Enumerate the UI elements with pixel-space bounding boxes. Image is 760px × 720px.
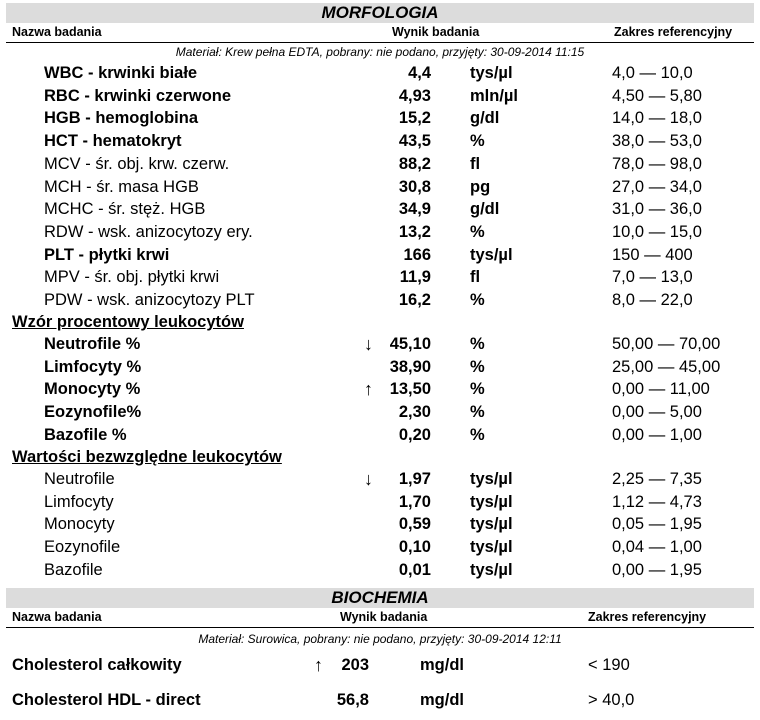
- reference-range: 7,0 — 13,0: [612, 268, 693, 287]
- reference-range: 4,0 — 10,0: [612, 64, 693, 82]
- test-value: 56,8: [336, 691, 369, 709]
- result-row: [0, 536, 760, 558]
- test-name: Neutrofile %: [44, 335, 141, 353]
- test-name: Monocyty %: [44, 380, 141, 399]
- test-value: 38,90: [389, 357, 431, 376]
- test-unit: fl: [470, 268, 481, 287]
- reference-range: 8,0 — 22,0: [612, 291, 693, 309]
- result-row: [0, 62, 760, 84]
- test-unit: mln/µl: [470, 86, 519, 105]
- test-name: PDW - wsk. anizocytozy PLT: [44, 291, 255, 309]
- reference-range: 2,25 — 7,35: [612, 470, 702, 488]
- test-value: 45,10: [389, 335, 431, 353]
- reference-range: 14,0 — 18,0: [612, 109, 702, 128]
- reference-range: 31,0 — 36,0: [612, 200, 702, 219]
- result-row: [0, 401, 760, 423]
- test-value: 1,70: [398, 492, 431, 511]
- result-row: [0, 153, 760, 175]
- flag-arrow-icon: ↓: [364, 469, 373, 489]
- reference-range: 38,0 — 53,0: [612, 132, 702, 151]
- reference-range: 0,00 — 1,95: [612, 560, 702, 579]
- flag-arrow-icon: ↑: [314, 655, 323, 675]
- test-unit: pg: [470, 177, 491, 196]
- test-name: Limfocyty %: [44, 357, 142, 376]
- test-name: MPV - śr. obj. płytki krwi: [44, 268, 220, 287]
- test-unit: tys/µl: [470, 64, 513, 82]
- test-value: 11,9: [399, 268, 431, 287]
- result-row: [0, 378, 760, 400]
- morfologia-column-header: [6, 23, 754, 43]
- test-value: 13,2: [398, 222, 431, 241]
- result-row: [0, 221, 760, 243]
- biochemia-title: BIOCHEMIA: [6, 588, 754, 608]
- result-row: [0, 107, 760, 129]
- test-unit: %: [470, 335, 485, 353]
- test-value: 0,01: [398, 560, 431, 579]
- result-row: [0, 289, 760, 311]
- result-row: [0, 468, 760, 490]
- reference-range: < 190: [588, 656, 630, 674]
- result-row: [0, 356, 760, 378]
- test-value: 0,59: [398, 515, 431, 534]
- test-unit: fl: [470, 154, 481, 173]
- result-row: [0, 176, 760, 198]
- test-name: RDW - wsk. anizocytozy ery.: [44, 222, 253, 241]
- test-value: 43,5: [398, 132, 431, 151]
- test-unit: tys/µl: [470, 515, 513, 534]
- reference-range: 150 — 400: [612, 245, 693, 264]
- test-name: Monocyty: [44, 515, 115, 534]
- reference-range: 0,00 — 5,00: [612, 403, 702, 422]
- test-value: 88,2: [398, 154, 431, 173]
- test-name: WBC - krwinki białe: [44, 64, 198, 82]
- test-unit: tys/µl: [470, 560, 513, 579]
- morfologia-title: MORFOLOGIA: [6, 3, 754, 23]
- test-unit: tys/µl: [470, 492, 513, 511]
- abs-leukocytes-header: Wartości bezwzględne leukocytów: [12, 448, 282, 466]
- result-row: [0, 688, 760, 712]
- test-name: HGB - hemoglobina: [44, 109, 198, 128]
- test-name: RBC - krwinki czerwone: [44, 86, 232, 105]
- result-row: [0, 491, 760, 513]
- test-name: MCV - śr. obj. krw. czerw.: [44, 154, 230, 173]
- biochemia-material: Materiał: Surowica, pobrany: nie podano, przyjęty: 30-09-2014 12:11: [198, 632, 562, 646]
- test-value: 13,50: [389, 380, 431, 399]
- result-row: [0, 266, 760, 288]
- test-value: 16,2: [398, 291, 431, 309]
- test-value: 30,8: [398, 177, 431, 196]
- test-unit: %: [470, 291, 485, 309]
- test-value: 0,20: [398, 425, 431, 444]
- result-row: [0, 198, 760, 220]
- pct-leukocytes-header: Wzór procentowy leukocytów: [12, 313, 244, 331]
- test-name: Eozynofile: [44, 538, 121, 557]
- test-name: Eozynofile%: [44, 403, 142, 422]
- test-unit: tys/µl: [470, 538, 513, 557]
- reference-range: > 40,0: [588, 691, 635, 709]
- test-unit: %: [470, 380, 485, 399]
- test-value: 2,30: [398, 403, 431, 422]
- test-name: Limfocyty: [44, 492, 114, 511]
- reference-range: 78,0 — 98,0: [612, 154, 702, 173]
- reference-range: 1,12 — 4,73: [612, 492, 702, 511]
- result-row: [0, 559, 760, 581]
- col-name-header: Nazwa badania: [12, 610, 102, 624]
- result-row: [0, 244, 760, 266]
- result-row: [0, 85, 760, 107]
- reference-range: 25,00 — 45,00: [612, 357, 721, 376]
- col-result-header: Wynik badania: [340, 610, 428, 624]
- test-value: 4,93: [398, 86, 431, 105]
- test-name: Neutrofile: [44, 470, 115, 488]
- test-unit: %: [470, 403, 485, 422]
- reference-range: 10,0 — 15,0: [612, 222, 702, 241]
- test-unit: tys/µl: [470, 245, 513, 264]
- test-name: MCH - śr. masa HGB: [44, 177, 199, 196]
- test-value: 15,2: [398, 109, 431, 128]
- result-row: [0, 424, 760, 446]
- test-unit: %: [470, 425, 485, 444]
- test-value: 34,9: [398, 200, 431, 219]
- test-value: 0,10: [398, 538, 431, 557]
- col-name-header: Nazwa badania: [12, 25, 102, 39]
- test-name: Bazofile: [44, 560, 103, 579]
- test-unit: %: [470, 132, 485, 151]
- test-value: 1,97: [398, 470, 431, 488]
- test-value: 203: [341, 656, 369, 674]
- reference-range: 0,00 — 1,00: [612, 425, 702, 444]
- reference-range: 0,04 — 1,00: [612, 538, 702, 557]
- test-unit: %: [470, 222, 485, 241]
- reference-range: 50,00 — 70,00: [612, 335, 721, 353]
- test-name: Bazofile %: [44, 425, 127, 444]
- test-name: PLT - płytki krwi: [44, 245, 170, 264]
- test-unit: mg/dl: [420, 656, 464, 674]
- result-row: [0, 653, 760, 677]
- reference-range: 0,05 — 1,95: [612, 515, 702, 534]
- test-name: MCHC - śr. stęż. HGB: [44, 200, 206, 219]
- flag-arrow-icon: ↑: [364, 379, 373, 400]
- col-result-header: Wynik badania: [392, 25, 480, 39]
- test-name: Cholesterol HDL - direct: [12, 691, 201, 709]
- result-row: [0, 513, 760, 535]
- result-row: [0, 130, 760, 152]
- col-ref-header: Zakres referencyjny: [588, 610, 707, 624]
- reference-range: 0,00 — 11,00: [612, 380, 710, 399]
- test-value: 4,4: [408, 64, 431, 82]
- test-name: HCT - hematokryt: [44, 132, 182, 151]
- test-unit: tys/µl: [470, 470, 513, 488]
- reference-range: 27,0 — 34,0: [612, 177, 702, 196]
- biochemia-column-header: [6, 608, 754, 628]
- test-unit: mg/dl: [420, 691, 464, 709]
- test-unit: g/dl: [470, 109, 500, 128]
- test-name: Cholesterol całkowity: [12, 656, 182, 674]
- test-unit: g/dl: [470, 200, 500, 219]
- flag-arrow-icon: ↓: [364, 334, 373, 354]
- reference-range: 4,50 — 5,80: [612, 86, 702, 105]
- test-unit: %: [470, 357, 485, 376]
- result-row: [0, 333, 760, 355]
- col-ref-header: Zakres referencyjny: [614, 25, 733, 39]
- test-value: 166: [403, 245, 431, 264]
- morfologia-material: Materiał: Krew pełna EDTA, pobrany: nie podano, przyjęty: 30-09-2014 11:15: [175, 45, 585, 59]
